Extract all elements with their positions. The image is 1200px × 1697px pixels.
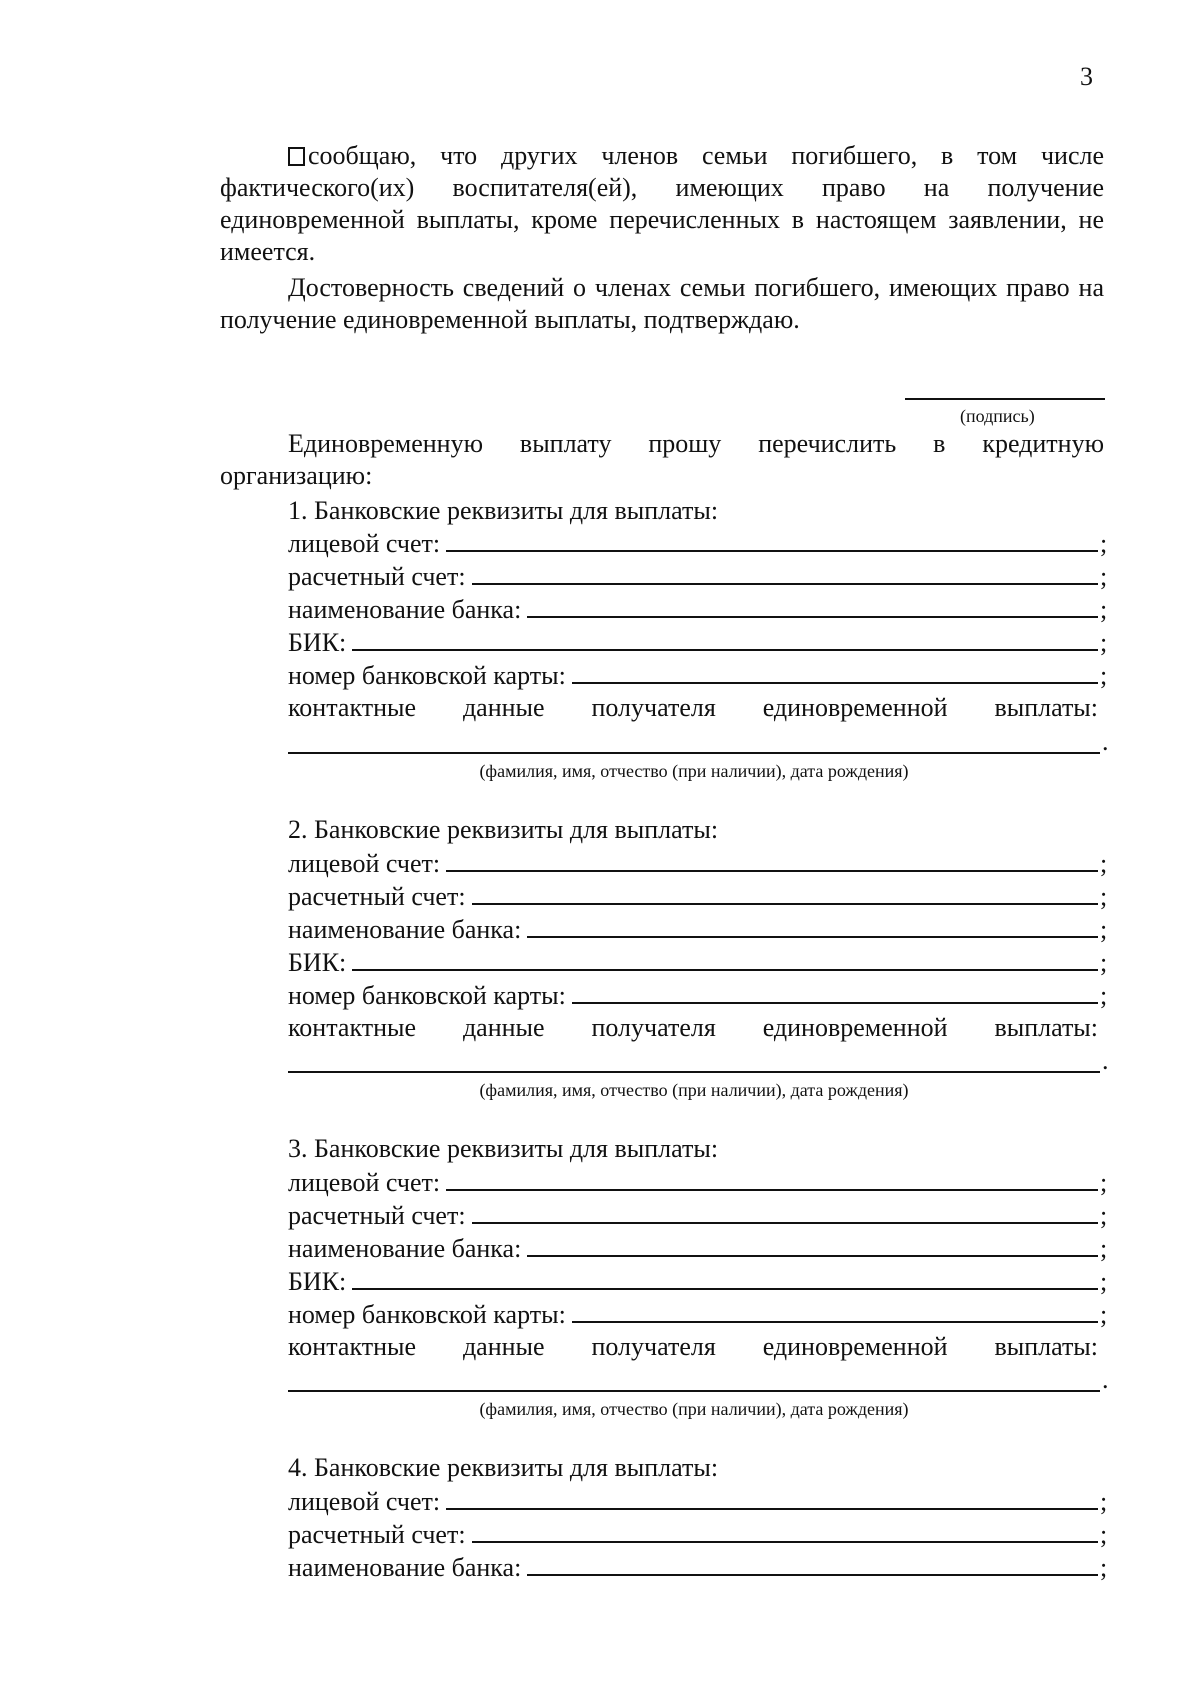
field-label: БИК:: [288, 628, 347, 657]
field-label: наименование банка:: [288, 1553, 522, 1582]
bank-name-field-3: наименование банка: ;: [288, 1234, 1108, 1263]
bank-name-input-2[interactable]: [527, 914, 1098, 938]
card-number-field-3: номер банковской карты: ;: [288, 1300, 1108, 1329]
checkbox[interactable]: [288, 147, 305, 166]
requisites-heading-3: 3. Банковские реквизиты для выплаты:: [288, 1134, 719, 1163]
bik-field-3: БИК: ;: [288, 1267, 1108, 1296]
contact-caption-2: (фамилия, имя, отчество (при наличии), дата рождения): [479, 1080, 909, 1100]
personal-account-field-4: лицевой счет: ;: [288, 1487, 1108, 1516]
personal-account-field-3: лицевой счет: ;: [288, 1168, 1108, 1197]
bank-name-input-4[interactable]: [527, 1552, 1098, 1576]
contact-caption-1: (фамилия, имя, отчество (при наличии), дата рождения): [479, 761, 909, 781]
settlement-account-field-1: расчетный счет: ;: [288, 562, 1108, 591]
no-other-members-text: сообщаю, что других членов семьи погибшего, в том числе фактического(их) воспитателя(ей), имеющих право на получение единовременной выплаты, кроме перечисленных в настоящем заявлении, не имеется.: [220, 141, 1104, 266]
field-label: наименование банка:: [288, 595, 522, 624]
field-label: лицевой счет:: [288, 1168, 441, 1197]
contact-input-2[interactable]: [288, 1071, 1100, 1073]
field-label: БИК:: [288, 1267, 347, 1296]
field-label: расчетный счет:: [288, 562, 466, 591]
contact-input-1[interactable]: [288, 752, 1100, 754]
contact-dot: .: [1102, 727, 1109, 756]
field-label: БИК:: [288, 948, 347, 977]
bik-input-1[interactable]: [352, 627, 1098, 651]
no-other-members-statement: [220, 140, 1104, 268]
field-label: наименование банка:: [288, 915, 522, 944]
field-label: номер банковской карты:: [288, 981, 566, 1010]
settlement-account-input-1[interactable]: [472, 561, 1098, 585]
bik-field-1: БИК: ;: [288, 628, 1108, 657]
contact-dot: .: [1102, 1365, 1109, 1394]
field-label: наименование банка:: [288, 1234, 522, 1263]
transfer-request-text: Единовременную выплату прошу перечислить в кредитную организацию:: [220, 429, 1104, 490]
confirmation-statement: [220, 272, 1104, 336]
bank-name-field-2: наименование банка: ;: [288, 915, 1108, 944]
requisites-heading-1: 1. Банковские реквизиты для выплаты:: [288, 496, 719, 525]
personal-account-field-1: лицевой счет: ;: [288, 529, 1108, 558]
requisites-heading-4: 4. Банковские реквизиты для выплаты:: [288, 1453, 719, 1482]
page-number: 3: [1080, 62, 1093, 91]
confirmation-text: Достоверность сведений о членах семьи погибшего, имеющих право на получение единовременной выплаты, подтверждаю.: [220, 273, 1104, 334]
settlement-account-field-4: расчетный счет: ;: [288, 1520, 1108, 1549]
requisites-heading-2: 2. Банковские реквизиты для выплаты:: [288, 815, 719, 844]
card-number-field-2: номер банковской карты: ;: [288, 981, 1108, 1010]
bank-name-field-4: наименование банка: ;: [288, 1553, 1108, 1582]
card-number-field-1: номер банковской карты: ;: [288, 661, 1108, 690]
personal-account-input-3[interactable]: [446, 1167, 1098, 1191]
personal-account-input-4[interactable]: [446, 1486, 1098, 1510]
field-label: лицевой счет:: [288, 1487, 441, 1516]
transfer-request: [220, 428, 1104, 492]
contact-label-3: контактные данные получателя единовременной выплаты:: [288, 1332, 1098, 1361]
field-label: номер банковской карты:: [288, 661, 566, 690]
field-label: расчетный счет:: [288, 882, 466, 911]
field-label: лицевой счет:: [288, 849, 441, 878]
settlement-account-field-2: расчетный счет: ;: [288, 882, 1108, 911]
card-number-input-3[interactable]: [572, 1299, 1098, 1323]
settlement-account-field-3: расчетный счет: ;: [288, 1201, 1108, 1230]
settlement-account-input-3[interactable]: [472, 1200, 1098, 1224]
bik-input-3[interactable]: [352, 1266, 1098, 1290]
personal-account-field-2: лицевой счет: ;: [288, 849, 1108, 878]
settlement-account-input-4[interactable]: [472, 1519, 1098, 1543]
card-number-input-2[interactable]: [572, 980, 1098, 1004]
field-label: расчетный счет:: [288, 1520, 466, 1549]
card-number-input-1[interactable]: [572, 660, 1098, 684]
contact-caption-3: (фамилия, имя, отчество (при наличии), дата рождения): [479, 1399, 909, 1419]
field-label: расчетный счет:: [288, 1201, 466, 1230]
personal-account-input-2[interactable]: [446, 848, 1098, 872]
contact-label-1: контактные данные получателя единовременной выплаты:: [288, 693, 1098, 722]
bank-name-field-1: наименование банка: ;: [288, 595, 1108, 624]
bank-name-input-1[interactable]: [527, 594, 1098, 618]
signature-line[interactable]: [905, 398, 1105, 400]
settlement-account-input-2[interactable]: [472, 881, 1098, 905]
field-label: номер банковской карты:: [288, 1300, 566, 1329]
personal-account-input-1[interactable]: [446, 528, 1098, 552]
bank-name-input-3[interactable]: [527, 1233, 1098, 1257]
contact-label-2: контактные данные получателя единовременной выплаты:: [288, 1013, 1098, 1042]
contact-input-3[interactable]: [288, 1390, 1100, 1392]
contact-dot: .: [1102, 1046, 1109, 1075]
bik-input-2[interactable]: [352, 947, 1098, 971]
signature-caption: (подпись): [960, 406, 1035, 426]
bik-field-2: БИК: ;: [288, 948, 1108, 977]
field-label: лицевой счет:: [288, 529, 441, 558]
